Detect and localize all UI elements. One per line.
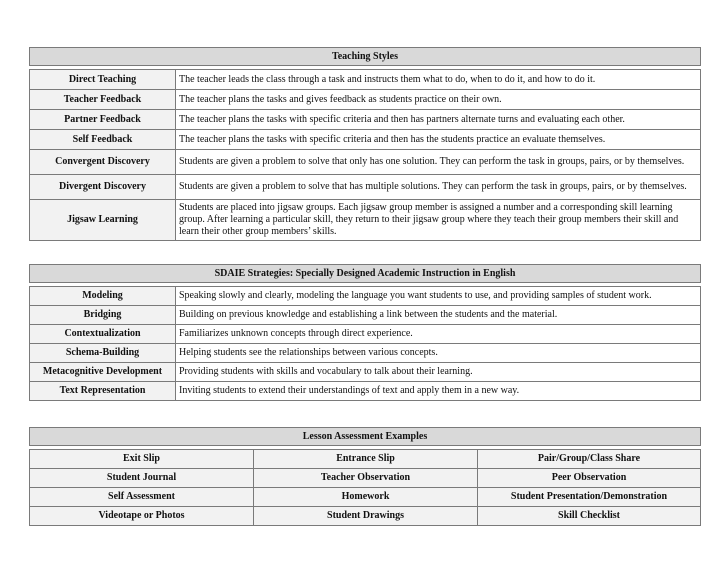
table-row — [30, 344, 701, 363]
sdaie-strategies-table — [29, 264, 701, 401]
style-description: Students are given a problem to solve that only has one solution. They can perform the task in groups, pairs, or by themselves. — [176, 150, 701, 175]
assessment-cell: Teacher Observation — [254, 469, 478, 488]
table-row — [30, 175, 701, 200]
assessment-cell: Student Journal — [30, 469, 254, 488]
style-description: The teacher plans the tasks with specific criteria and then has the students practice an evaluate themselves. — [176, 130, 701, 150]
style-label: Jigsaw Learning — [30, 200, 176, 241]
style-description: The teacher plans the tasks and gives feedback as students practice on their own. — [176, 90, 701, 110]
assessment-cell: Skill Checklist — [478, 507, 701, 526]
table-row — [30, 110, 701, 130]
strategy-description: Inviting students to extend their understandings of text and apply them in a new way. — [176, 382, 701, 401]
strategy-description: Speaking slowly and clearly, modeling the language you want students to use, and providing samples of student work. — [176, 287, 701, 306]
assessment-cell: Self Assessment — [30, 488, 254, 507]
teaching-styles-table — [29, 47, 701, 241]
table-row — [30, 450, 701, 469]
strategy-label: Modeling — [30, 287, 176, 306]
strategy-label: Text Representation — [30, 382, 176, 401]
assessment-cell: Pair/Group/Class Share — [478, 450, 701, 469]
strategy-label: Schema-Building — [30, 344, 176, 363]
strategy-description: Providing students with skills and vocabulary to talk about their learning. — [176, 363, 701, 382]
assessment-cell: Student Drawings — [254, 507, 478, 526]
table-row — [30, 363, 701, 382]
assessment-cell: Exit Slip — [30, 450, 254, 469]
strategy-description: Helping students see the relationships between various concepts. — [176, 344, 701, 363]
strategy-label: Bridging — [30, 306, 176, 325]
assessment-title: Lesson Assessment Examples — [30, 428, 701, 446]
style-description: Students are given a problem to solve that has multiple solutions. They can perform the task in groups, pairs, or by themselves. — [176, 175, 701, 200]
table-row — [30, 306, 701, 325]
style-label: Partner Feedback — [30, 110, 176, 130]
teaching-styles-title: Teaching Styles — [30, 48, 701, 66]
table-row — [30, 325, 701, 344]
style-description: The teacher plans the tasks with specific criteria and then has partners alternate turns and evaluating each other. — [176, 110, 701, 130]
style-label: Convergent Discovery — [30, 150, 176, 175]
assessment-cell: Videotape or Photos — [30, 507, 254, 526]
strategy-description: Building on previous knowledge and establishing a link between the students and the material. — [176, 306, 701, 325]
table-row — [30, 150, 701, 175]
table-row — [30, 70, 701, 90]
style-label: Divergent Discovery — [30, 175, 176, 200]
style-label: Direct Teaching — [30, 70, 176, 90]
table-row — [30, 469, 701, 488]
assessment-cell: Homework — [254, 488, 478, 507]
sdaie-title: SDAIE Strategies: Specially Designed Academic Instruction in English — [30, 265, 701, 283]
table-row — [30, 200, 701, 241]
table-row — [30, 90, 701, 110]
lesson-assessment-table — [29, 427, 701, 526]
assessment-cell: Peer Observation — [478, 469, 701, 488]
strategy-label: Metacognitive Development — [30, 363, 176, 382]
strategy-description: Familiarizes unknown concepts through direct experience. — [176, 325, 701, 344]
table-row — [30, 287, 701, 306]
assessment-cell: Entrance Slip — [254, 450, 478, 469]
table-row — [30, 130, 701, 150]
table-row — [30, 382, 701, 401]
style-description: The teacher leads the class through a task and instructs them what to do, when to do it, and how to do it. — [176, 70, 701, 90]
style-description: Students are placed into jigsaw groups. Each jigsaw group member is assigned a number and a corresponding skill learning group. After learning a particular skill, they return to their jigsaw group where they teach their group members their skill and learn their other group members’ skills. — [176, 200, 701, 241]
assessment-cell: Student Presentation/Demonstration — [478, 488, 701, 507]
strategy-label: Contextualization — [30, 325, 176, 344]
style-label: Self Feedback — [30, 130, 176, 150]
style-label: Teacher Feedback — [30, 90, 176, 110]
table-row — [30, 507, 701, 526]
table-row — [30, 488, 701, 507]
